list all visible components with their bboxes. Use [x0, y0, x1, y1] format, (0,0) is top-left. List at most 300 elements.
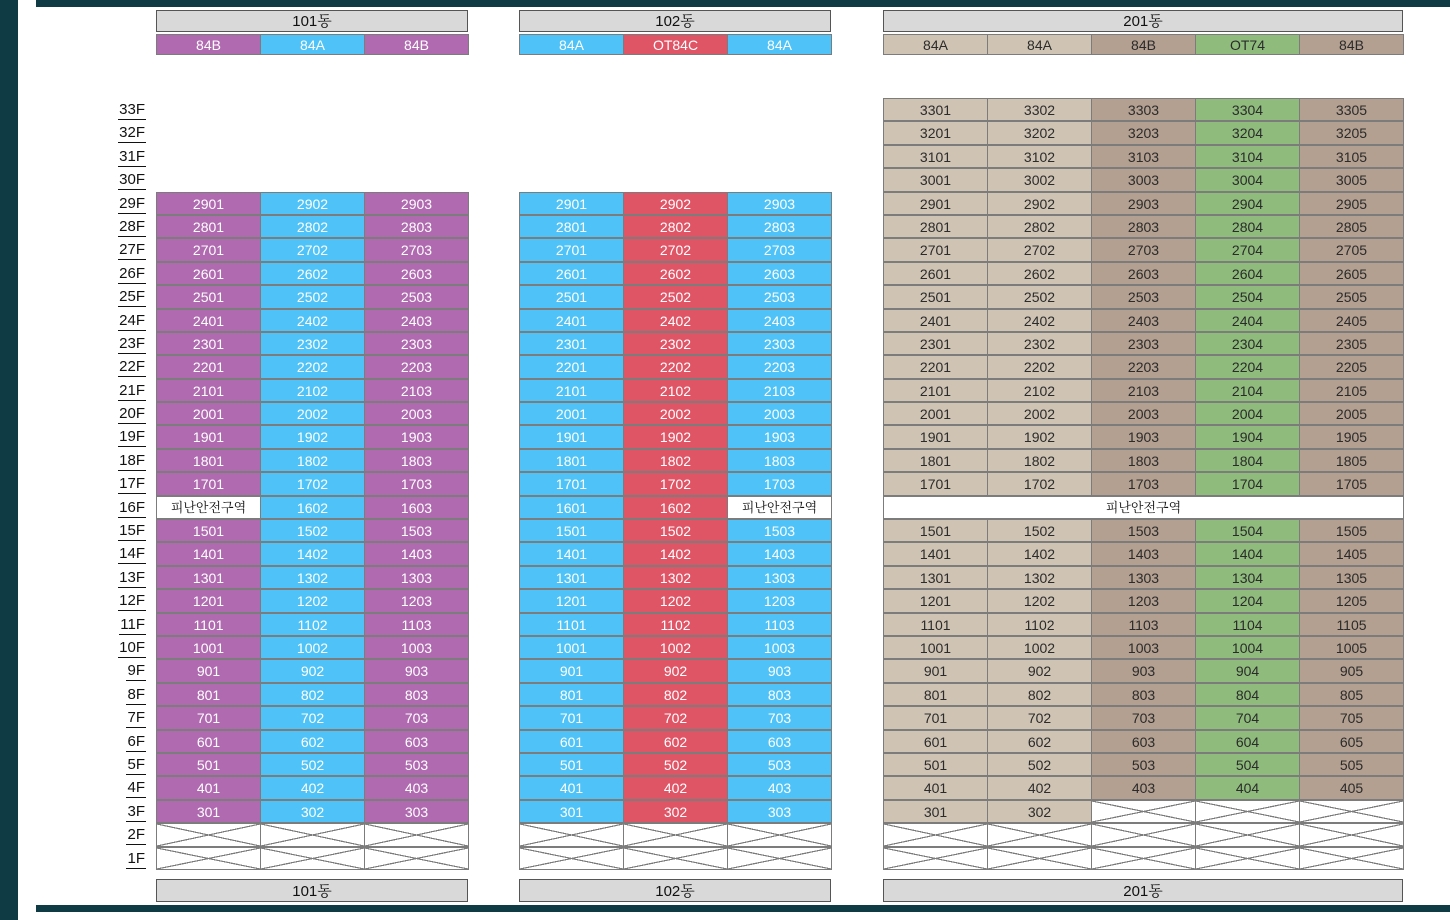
- unit-cell[interactable]: 2505: [1299, 285, 1404, 308]
- unit-cell[interactable]: 1903: [364, 425, 469, 448]
- unit-cell[interactable]: 2305: [1299, 332, 1404, 355]
- unit-cell[interactable]: 1501: [883, 519, 988, 542]
- unit-cell[interactable]: 1803: [1091, 449, 1196, 472]
- unit-cell[interactable]: 501: [156, 753, 261, 776]
- unit-cell[interactable]: 803: [727, 683, 832, 706]
- unit-cell[interactable]: 2601: [883, 262, 988, 285]
- unit-cell[interactable]: 2605: [1299, 262, 1404, 285]
- unit-cell[interactable]: 2603: [1091, 262, 1196, 285]
- unit-cell[interactable]: 2901: [156, 192, 261, 215]
- unit-cell[interactable]: 2102: [987, 379, 1092, 402]
- unit-type-cell[interactable]: 84A: [727, 34, 832, 55]
- unit-cell[interactable]: 2901: [883, 192, 988, 215]
- unit-cell[interactable]: 603: [364, 730, 469, 753]
- unit-cell[interactable]: 3101: [883, 145, 988, 168]
- unit-cell[interactable]: 1403: [1091, 542, 1196, 565]
- unit-cell[interactable]: 1101: [519, 613, 624, 636]
- unit-cell[interactable]: 2903: [727, 192, 832, 215]
- unit-cell[interactable]: 2202: [260, 355, 365, 378]
- unit-cell[interactable]: 701: [883, 706, 988, 729]
- unit-cell[interactable]: 301: [883, 800, 988, 823]
- unit-cell[interactable]: 2202: [987, 355, 1092, 378]
- unit-cell[interactable]: 3001: [883, 168, 988, 191]
- unit-cell[interactable]: 2501: [519, 285, 624, 308]
- unit-cell[interactable]: 1101: [883, 613, 988, 636]
- unit-cell[interactable]: 401: [519, 776, 624, 799]
- unit-cell[interactable]: 1305: [1299, 566, 1404, 589]
- unit-cell[interactable]: 1004: [1195, 636, 1300, 659]
- unit-cell[interactable]: 2301: [883, 332, 988, 355]
- unit-type-cell[interactable]: 84B: [1299, 34, 1404, 55]
- unit-cell[interactable]: 1701: [519, 472, 624, 495]
- unit-cell[interactable]: 2802: [987, 215, 1092, 238]
- unit-cell[interactable]: 1904: [1195, 425, 1300, 448]
- unit-cell[interactable]: 1801: [156, 449, 261, 472]
- unit-cell[interactable]: 1602: [260, 496, 365, 519]
- unit-cell[interactable]: 1303: [727, 566, 832, 589]
- unit-cell[interactable]: 302: [623, 800, 728, 823]
- unit-cell[interactable]: 501: [883, 753, 988, 776]
- unit-cell[interactable]: 2602: [987, 262, 1092, 285]
- unit-cell[interactable]: 1301: [519, 566, 624, 589]
- unit-cell[interactable]: 1603: [364, 496, 469, 519]
- unit-cell[interactable]: 2101: [883, 379, 988, 402]
- unit-cell[interactable]: 2801: [156, 215, 261, 238]
- unit-cell[interactable]: 2004: [1195, 402, 1300, 425]
- unit-cell[interactable]: 1804: [1195, 449, 1300, 472]
- unit-cell[interactable]: 603: [727, 730, 832, 753]
- unit-cell[interactable]: 1905: [1299, 425, 1404, 448]
- unit-cell[interactable]: 2703: [1091, 238, 1196, 261]
- unit-cell[interactable]: 401: [883, 776, 988, 799]
- unit-cell[interactable]: 1103: [1091, 613, 1196, 636]
- unit-cell[interactable]: 601: [156, 730, 261, 753]
- unit-cell[interactable]: 2101: [156, 379, 261, 402]
- unit-cell[interactable]: 2701: [156, 238, 261, 261]
- unit-cell[interactable]: 2203: [1091, 355, 1196, 378]
- unit-cell[interactable]: 2102: [623, 379, 728, 402]
- unit-cell[interactable]: 1003: [364, 636, 469, 659]
- unit-cell[interactable]: 2403: [1091, 309, 1196, 332]
- unit-cell[interactable]: 1401: [519, 542, 624, 565]
- unit-cell[interactable]: 1302: [987, 566, 1092, 589]
- unit-cell[interactable]: 1703: [1091, 472, 1196, 495]
- unit-cell[interactable]: 1001: [883, 636, 988, 659]
- unit-cell[interactable]: 1702: [987, 472, 1092, 495]
- unit-cell[interactable]: 905: [1299, 659, 1404, 682]
- unit-cell[interactable]: 503: [364, 753, 469, 776]
- unit-cell[interactable]: 2201: [156, 355, 261, 378]
- unit-cell[interactable]: 2301: [519, 332, 624, 355]
- unit-cell[interactable]: 3301: [883, 98, 988, 121]
- unit-cell[interactable]: 404: [1195, 776, 1300, 799]
- unit-cell[interactable]: 1202: [260, 589, 365, 612]
- unit-cell[interactable]: 2701: [883, 238, 988, 261]
- unit-cell[interactable]: 2003: [364, 402, 469, 425]
- unit-cell[interactable]: 402: [260, 776, 365, 799]
- unit-cell[interactable]: 2703: [364, 238, 469, 261]
- unit-cell[interactable]: 801: [519, 683, 624, 706]
- unit-cell[interactable]: 2905: [1299, 192, 1404, 215]
- unit-cell[interactable]: 1901: [156, 425, 261, 448]
- unit-cell[interactable]: 2601: [156, 262, 261, 285]
- unit-cell[interactable]: 2503: [727, 285, 832, 308]
- unit-cell[interactable]: 1902: [623, 425, 728, 448]
- unit-cell[interactable]: 902: [260, 659, 365, 682]
- unit-cell[interactable]: 2003: [727, 402, 832, 425]
- unit-cell[interactable]: 702: [260, 706, 365, 729]
- unit-cell[interactable]: 603: [1091, 730, 1196, 753]
- unit-cell[interactable]: 601: [519, 730, 624, 753]
- unit-cell[interactable]: 1204: [1195, 589, 1300, 612]
- unit-cell[interactable]: 3305: [1299, 98, 1404, 121]
- unit-cell[interactable]: 801: [883, 683, 988, 706]
- unit-cell[interactable]: 2401: [883, 309, 988, 332]
- unit-cell[interactable]: 2803: [364, 215, 469, 238]
- unit-cell[interactable]: 2002: [260, 402, 365, 425]
- unit-cell[interactable]: 802: [260, 683, 365, 706]
- unit-cell[interactable]: 1805: [1299, 449, 1404, 472]
- unit-cell[interactable]: 2401: [519, 309, 624, 332]
- unit-cell[interactable]: 2303: [727, 332, 832, 355]
- unit-cell[interactable]: 1101: [156, 613, 261, 636]
- unit-cell[interactable]: 2001: [156, 402, 261, 425]
- unit-cell[interactable]: 502: [623, 753, 728, 776]
- unit-cell[interactable]: 602: [987, 730, 1092, 753]
- unit-cell[interactable]: 1501: [156, 519, 261, 542]
- unit-cell[interactable]: 2603: [727, 262, 832, 285]
- unit-cell[interactable]: 1202: [987, 589, 1092, 612]
- unit-cell[interactable]: 2901: [519, 192, 624, 215]
- unit-cell[interactable]: 705: [1299, 706, 1404, 729]
- unit-cell[interactable]: 2302: [260, 332, 365, 355]
- unit-cell[interactable]: 2301: [156, 332, 261, 355]
- unit-cell[interactable]: 1504: [1195, 519, 1300, 542]
- unit-cell[interactable]: 1801: [883, 449, 988, 472]
- unit-cell[interactable]: 503: [727, 753, 832, 776]
- unit-cell[interactable]: 1402: [260, 542, 365, 565]
- unit-cell[interactable]: 1401: [156, 542, 261, 565]
- unit-cell[interactable]: 2102: [260, 379, 365, 402]
- unit-cell[interactable]: 402: [987, 776, 1092, 799]
- unit-cell[interactable]: 1405: [1299, 542, 1404, 565]
- unit-cell[interactable]: 1901: [883, 425, 988, 448]
- unit-cell[interactable]: 2801: [883, 215, 988, 238]
- unit-cell[interactable]: 703: [1091, 706, 1196, 729]
- unit-cell[interactable]: 2903: [364, 192, 469, 215]
- unit-cell[interactable]: 1303: [1091, 566, 1196, 589]
- unit-cell[interactable]: 801: [156, 683, 261, 706]
- unit-cell[interactable]: 401: [156, 776, 261, 799]
- unit-cell[interactable]: 2104: [1195, 379, 1300, 402]
- unit-cell[interactable]: 2504: [1195, 285, 1300, 308]
- unit-cell[interactable]: 2902: [987, 192, 1092, 215]
- unit-cell[interactable]: 704: [1195, 706, 1300, 729]
- unit-cell[interactable]: 1203: [1091, 589, 1196, 612]
- unit-cell[interactable]: 2702: [623, 238, 728, 261]
- unit-cell[interactable]: 303: [364, 800, 469, 823]
- unit-cell[interactable]: 2502: [987, 285, 1092, 308]
- unit-cell[interactable]: 2003: [1091, 402, 1196, 425]
- unit-cell[interactable]: 1402: [987, 542, 1092, 565]
- unit-cell[interactable]: 2805: [1299, 215, 1404, 238]
- unit-cell[interactable]: 1901: [519, 425, 624, 448]
- unit-cell[interactable]: 1503: [1091, 519, 1196, 542]
- unit-cell[interactable]: 1304: [1195, 566, 1300, 589]
- unit-cell[interactable]: 2501: [883, 285, 988, 308]
- unit-cell[interactable]: 1301: [883, 566, 988, 589]
- unit-cell[interactable]: 1302: [623, 566, 728, 589]
- unit-type-cell[interactable]: 84A: [519, 34, 624, 55]
- unit-cell[interactable]: 2803: [1091, 215, 1196, 238]
- unit-cell[interactable]: 1104: [1195, 613, 1300, 636]
- unit-cell[interactable]: 1902: [260, 425, 365, 448]
- unit-cell[interactable]: 1902: [987, 425, 1092, 448]
- unit-cell[interactable]: 1503: [364, 519, 469, 542]
- unit-cell[interactable]: 1202: [623, 589, 728, 612]
- unit-cell[interactable]: 1103: [364, 613, 469, 636]
- unit-cell[interactable]: 1803: [364, 449, 469, 472]
- unit-cell[interactable]: 301: [156, 800, 261, 823]
- unit-cell[interactable]: 1001: [156, 636, 261, 659]
- unit-cell[interactable]: 904: [1195, 659, 1300, 682]
- unit-cell[interactable]: 602: [260, 730, 365, 753]
- unit-cell[interactable]: 802: [987, 683, 1092, 706]
- unit-cell[interactable]: 2803: [727, 215, 832, 238]
- unit-cell[interactable]: 303: [727, 800, 832, 823]
- unit-cell[interactable]: 2303: [1091, 332, 1196, 355]
- unit-cell[interactable]: 1103: [727, 613, 832, 636]
- unit-cell[interactable]: 1802: [623, 449, 728, 472]
- unit-cell[interactable]: 2702: [987, 238, 1092, 261]
- unit-cell[interactable]: 504: [1195, 753, 1300, 776]
- unit-cell[interactable]: 902: [623, 659, 728, 682]
- unit-cell[interactable]: 2502: [260, 285, 365, 308]
- unit-cell[interactable]: 1003: [1091, 636, 1196, 659]
- unit-type-cell[interactable]: 84B: [1091, 34, 1196, 55]
- unit-cell[interactable]: 403: [364, 776, 469, 799]
- unit-cell[interactable]: 903: [727, 659, 832, 682]
- unit-cell[interactable]: 1403: [364, 542, 469, 565]
- unit-cell[interactable]: 903: [1091, 659, 1196, 682]
- unit-cell[interactable]: 2105: [1299, 379, 1404, 402]
- unit-type-cell[interactable]: 84A: [987, 34, 1092, 55]
- unit-cell[interactable]: 1102: [260, 613, 365, 636]
- unit-cell[interactable]: 505: [1299, 753, 1404, 776]
- unit-cell[interactable]: 3104: [1195, 145, 1300, 168]
- unit-cell[interactable]: 703: [727, 706, 832, 729]
- unit-cell[interactable]: 502: [987, 753, 1092, 776]
- unit-cell[interactable]: 405: [1299, 776, 1404, 799]
- unit-cell[interactable]: 2203: [364, 355, 469, 378]
- unit-cell[interactable]: 2703: [727, 238, 832, 261]
- unit-cell[interactable]: 1302: [260, 566, 365, 589]
- unit-cell[interactable]: 3102: [987, 145, 1092, 168]
- unit-cell[interactable]: 3103: [1091, 145, 1196, 168]
- unit-type-cell[interactable]: OT74: [1195, 34, 1300, 55]
- unit-cell[interactable]: 901: [883, 659, 988, 682]
- unit-type-cell[interactable]: 84A: [260, 34, 365, 55]
- unit-cell[interactable]: 901: [519, 659, 624, 682]
- unit-cell[interactable]: 1203: [364, 589, 469, 612]
- unit-cell[interactable]: 605: [1299, 730, 1404, 753]
- unit-cell[interactable]: 1505: [1299, 519, 1404, 542]
- unit-cell[interactable]: 1703: [364, 472, 469, 495]
- unit-cell[interactable]: 2304: [1195, 332, 1300, 355]
- unit-cell[interactable]: 302: [260, 800, 365, 823]
- unit-cell[interactable]: 3004: [1195, 168, 1300, 191]
- unit-cell[interactable]: 301: [519, 800, 624, 823]
- unit-cell[interactable]: 1201: [519, 589, 624, 612]
- unit-cell[interactable]: 2604: [1195, 262, 1300, 285]
- unit-cell[interactable]: 1201: [883, 589, 988, 612]
- unit-cell[interactable]: 2804: [1195, 215, 1300, 238]
- unit-cell[interactable]: 1701: [883, 472, 988, 495]
- unit-cell[interactable]: 805: [1299, 683, 1404, 706]
- unit-cell[interactable]: 2303: [364, 332, 469, 355]
- unit-cell[interactable]: 2801: [519, 215, 624, 238]
- unit-cell[interactable]: 1702: [260, 472, 365, 495]
- unit-cell[interactable]: 803: [364, 683, 469, 706]
- unit-cell[interactable]: 702: [623, 706, 728, 729]
- unit-cell[interactable]: 1002: [260, 636, 365, 659]
- unit-cell[interactable]: 1602: [623, 496, 728, 519]
- unit-cell[interactable]: 2702: [260, 238, 365, 261]
- unit-cell[interactable]: 604: [1195, 730, 1300, 753]
- unit-cell[interactable]: 2002: [623, 402, 728, 425]
- unit-cell[interactable]: 1002: [987, 636, 1092, 659]
- unit-cell[interactable]: 403: [1091, 776, 1196, 799]
- unit-cell[interactable]: 2402: [623, 309, 728, 332]
- unit-cell[interactable]: 1702: [623, 472, 728, 495]
- unit-cell[interactable]: 1705: [1299, 472, 1404, 495]
- unit-cell[interactable]: 2602: [623, 262, 728, 285]
- unit-cell[interactable]: 2903: [1091, 192, 1196, 215]
- unit-cell[interactable]: 2101: [519, 379, 624, 402]
- unit-cell[interactable]: 903: [364, 659, 469, 682]
- unit-cell[interactable]: 3105: [1299, 145, 1404, 168]
- unit-cell[interactable]: 2103: [727, 379, 832, 402]
- unit-cell[interactable]: 2403: [364, 309, 469, 332]
- unit-cell[interactable]: 2002: [987, 402, 1092, 425]
- unit-cell[interactable]: 1403: [727, 542, 832, 565]
- unit-cell[interactable]: 1005: [1299, 636, 1404, 659]
- unit-cell[interactable]: 2201: [519, 355, 624, 378]
- unit-cell[interactable]: 302: [987, 800, 1092, 823]
- unit-cell[interactable]: 2302: [987, 332, 1092, 355]
- unit-cell[interactable]: 2202: [623, 355, 728, 378]
- unit-cell[interactable]: 902: [987, 659, 1092, 682]
- unit-cell[interactable]: 1502: [987, 519, 1092, 542]
- unit-cell[interactable]: 1802: [260, 449, 365, 472]
- unit-cell[interactable]: 1502: [260, 519, 365, 542]
- unit-cell[interactable]: 2502: [623, 285, 728, 308]
- unit-cell[interactable]: 1002: [623, 636, 728, 659]
- unit-cell[interactable]: 1903: [1091, 425, 1196, 448]
- unit-cell[interactable]: 1903: [727, 425, 832, 448]
- unit-cell[interactable]: 1102: [987, 613, 1092, 636]
- unit-cell[interactable]: 1703: [727, 472, 832, 495]
- unit-cell[interactable]: 3005: [1299, 168, 1404, 191]
- unit-cell[interactable]: 2103: [1091, 379, 1196, 402]
- unit-cell[interactable]: 1701: [156, 472, 261, 495]
- unit-cell[interactable]: 2401: [156, 309, 261, 332]
- unit-cell[interactable]: 2705: [1299, 238, 1404, 261]
- unit-cell[interactable]: 703: [364, 706, 469, 729]
- unit-cell[interactable]: 2902: [623, 192, 728, 215]
- unit-cell[interactable]: 2904: [1195, 192, 1300, 215]
- unit-cell[interactable]: 2704: [1195, 238, 1300, 261]
- unit-cell[interactable]: 1601: [519, 496, 624, 519]
- unit-cell[interactable]: 1205: [1299, 589, 1404, 612]
- unit-cell[interactable]: 2103: [364, 379, 469, 402]
- unit-cell[interactable]: 2403: [727, 309, 832, 332]
- unit-cell[interactable]: 2802: [260, 215, 365, 238]
- unit-cell[interactable]: 3203: [1091, 121, 1196, 144]
- unit-cell[interactable]: 2503: [1091, 285, 1196, 308]
- unit-cell[interactable]: 3303: [1091, 98, 1196, 121]
- unit-cell[interactable]: 1503: [727, 519, 832, 542]
- unit-cell[interactable]: 802: [623, 683, 728, 706]
- unit-type-cell[interactable]: 84B: [156, 34, 261, 55]
- unit-cell[interactable]: 2205: [1299, 355, 1404, 378]
- unit-cell[interactable]: 2802: [623, 215, 728, 238]
- unit-cell[interactable]: 3204: [1195, 121, 1300, 144]
- unit-cell[interactable]: 3003: [1091, 168, 1196, 191]
- unit-cell[interactable]: 1404: [1195, 542, 1300, 565]
- unit-cell[interactable]: 2701: [519, 238, 624, 261]
- unit-cell[interactable]: 2001: [883, 402, 988, 425]
- unit-cell[interactable]: 3002: [987, 168, 1092, 191]
- unit-cell[interactable]: 2001: [519, 402, 624, 425]
- unit-cell[interactable]: 2204: [1195, 355, 1300, 378]
- unit-type-cell[interactable]: 84A: [883, 34, 988, 55]
- unit-cell[interactable]: 1303: [364, 566, 469, 589]
- unit-cell[interactable]: 503: [1091, 753, 1196, 776]
- unit-cell[interactable]: 2402: [260, 309, 365, 332]
- unit-cell[interactable]: 1801: [519, 449, 624, 472]
- unit-cell[interactable]: 1802: [987, 449, 1092, 472]
- unit-cell[interactable]: 2405: [1299, 309, 1404, 332]
- unit-cell[interactable]: 1704: [1195, 472, 1300, 495]
- unit-cell[interactable]: 501: [519, 753, 624, 776]
- unit-cell[interactable]: 1003: [727, 636, 832, 659]
- unit-cell[interactable]: 502: [260, 753, 365, 776]
- unit-cell[interactable]: 402: [623, 776, 728, 799]
- unit-cell[interactable]: 1102: [623, 613, 728, 636]
- unit-cell[interactable]: 601: [883, 730, 988, 753]
- unit-cell[interactable]: 2601: [519, 262, 624, 285]
- unit-cell[interactable]: 2503: [364, 285, 469, 308]
- unit-cell[interactable]: 701: [156, 706, 261, 729]
- unit-cell[interactable]: 2602: [260, 262, 365, 285]
- unit-cell[interactable]: 1201: [156, 589, 261, 612]
- unit-type-cell[interactable]: OT84C: [623, 34, 728, 55]
- unit-cell[interactable]: 702: [987, 706, 1092, 729]
- unit-cell[interactable]: 3202: [987, 121, 1092, 144]
- unit-cell[interactable]: 1301: [156, 566, 261, 589]
- unit-cell[interactable]: 2203: [727, 355, 832, 378]
- unit-cell[interactable]: 2501: [156, 285, 261, 308]
- unit-cell[interactable]: 2603: [364, 262, 469, 285]
- unit-cell[interactable]: 2402: [987, 309, 1092, 332]
- unit-cell[interactable]: 803: [1091, 683, 1196, 706]
- unit-cell[interactable]: 1203: [727, 589, 832, 612]
- unit-cell[interactable]: 2902: [260, 192, 365, 215]
- unit-type-cell[interactable]: 84B: [364, 34, 469, 55]
- unit-cell[interactable]: 1803: [727, 449, 832, 472]
- unit-cell[interactable]: 1105: [1299, 613, 1404, 636]
